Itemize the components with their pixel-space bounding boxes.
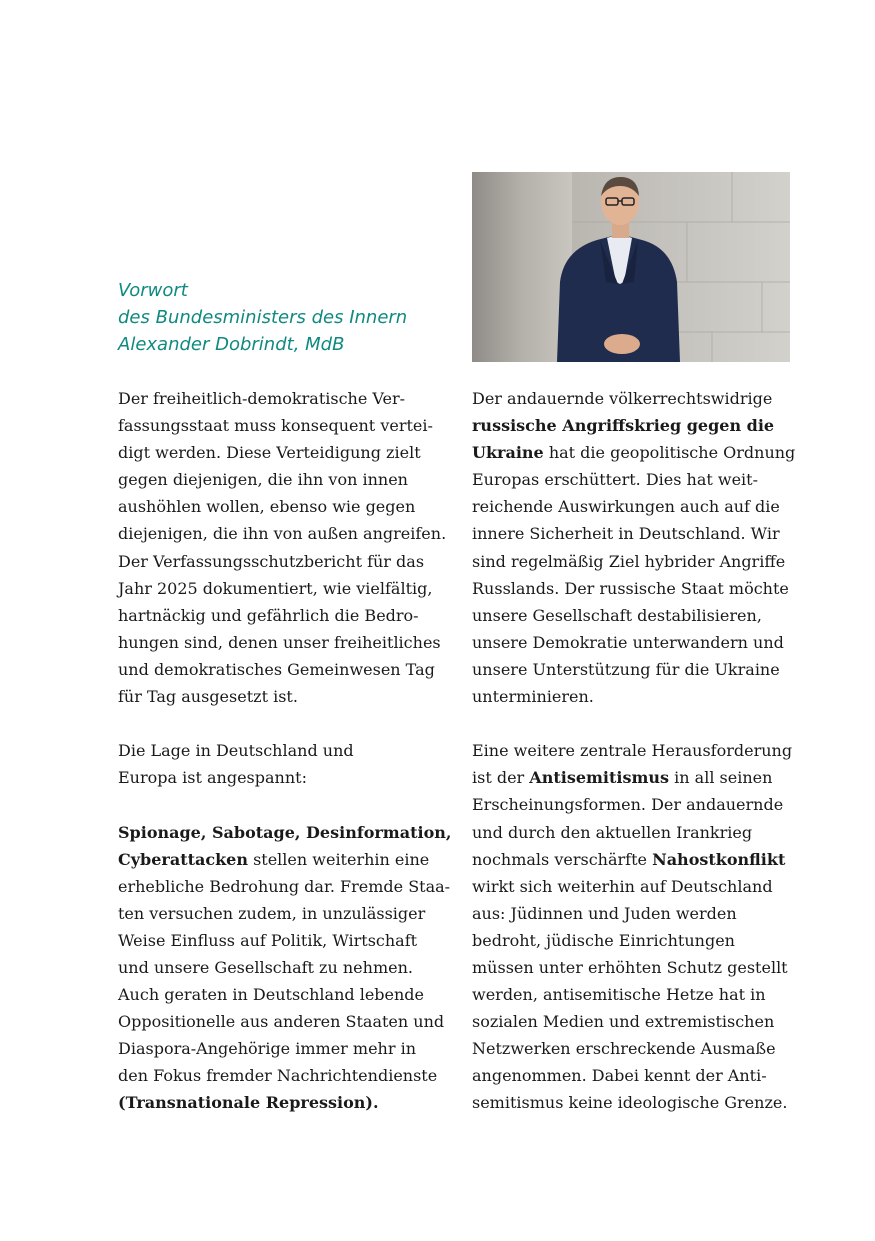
right-paragraph-2: Eine weitere zentrale Herausforderung ist der Antisemitismus in all seinen Erscheinungsformen. Der andauernde und durch den aktuellen Irankrieg nochmals verschärfte Nahostkonflikt wirkt sich weiterhin auf Deutschland aus: Jüdinnen und Juden werden bedroht, jüdische Einrichtungen müssen unter erhöhten Schutz gestellt werden, antisemitische Hetze hat in sozialen Medien und extremistischen Netzwerken erschreckende Ausmaße angenommen. Dabei kennt der Anti- semitismus keine ideologische Grenze.	[472, 741, 793, 1113]
left-column	[118, 385, 452, 1117]
right-column	[472, 385, 802, 1117]
heading-line-2: des Bundesministers des Innern	[118, 307, 408, 328]
heading-line-1: Vorwort	[118, 280, 188, 301]
left-paragraph-1: Der freiheitlich-demokratische Ver- fassungsstaat muss konsequent vertei- digt werden. Diese Verteidigung zielt gegen diejenigen, die ihn von innen aushöhlen wollen, ebenso wie gegen diejenigen, die ihn von außen angreifen. Der Verfassungsschutzbericht für das Jahr 2025 dokumentiert, wie vielfältig, hartnäckig und gefährlich die Bedro- hungen sind, denen unser freiheitliches und demokratisches Gemeinwesen Tag für Tag ausgesetzt ist.	[118, 389, 447, 707]
minister-portrait-photo	[472, 172, 790, 362]
heading-line-3: Alexander Dobrindt, MdB	[118, 334, 345, 355]
left-paragraph-3: Spionage, Sabotage, Desinformation, Cyberattacken stellen weiterhin eine erhebliche Bedrohung dar. Fremde Staa- ten versuchen zudem, in unzulässiger Weise Einfluss auf Politik, Wirtschaft und unsere Gesellschaft zu nehmen. Auch geraten in Deutschland lebende Oppositionelle aus anderen Staaten und Diaspora-Angehörige immer mehr in den Fokus fremder Nachrichtendienste (Transnationale Repression).	[118, 822, 452, 1113]
right-paragraph-1: Der andauernde völkerrechtswidrige russische Angriffskrieg gegen die Ukraine hat die geopolitische Ordnung Europas erschüttert. Dies hat weit- reichende Auswirkungen auch auf die innere Sicherheit in Deutschland. Wir sind regelmäßig Ziel hybrider Angriffe Russlands. Der russische Staat möchte unsere Gesellschaft destabilisieren, unsere Demokratie unterwandern und unsere Unterstützung für die Ukraine unterminieren.	[472, 389, 796, 707]
left-paragraph-2: Die Lage in Deutschland und Europa ist angespannt:	[118, 741, 354, 788]
foreword-heading	[118, 277, 448, 358]
